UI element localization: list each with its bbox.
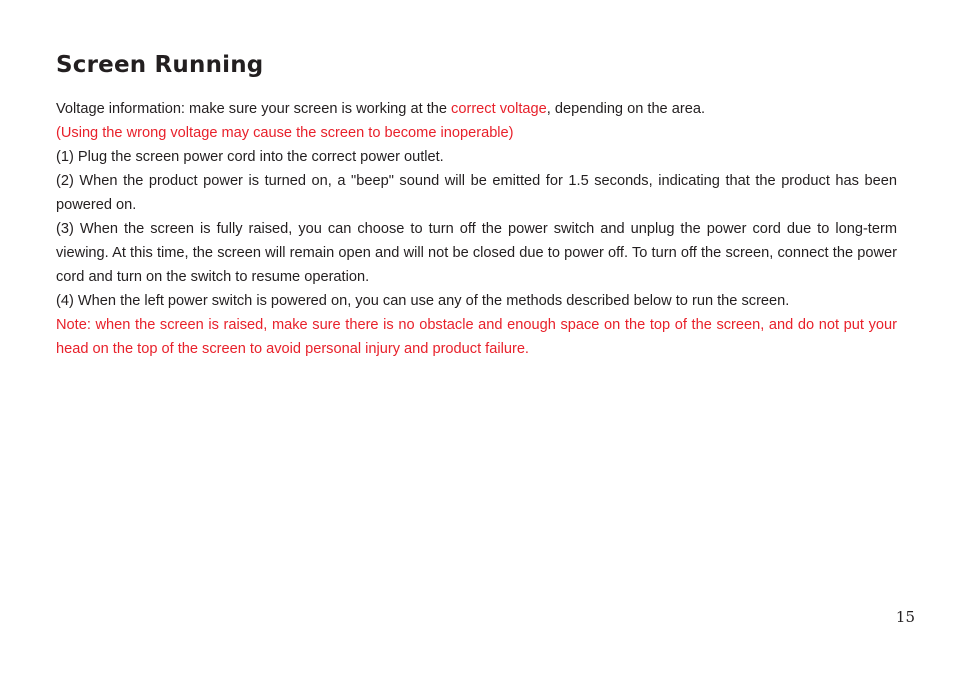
safety-note: Note: when the screen is raised, make sure there is no obstacle and enough space on the top of the screen, and do not put your head on the top of the screen to avoid personal injury and product failure. [56, 317, 897, 357]
page-number: 15 [895, 608, 915, 626]
step-3: (3) When the screen is fully raised, you can choose to turn off the power switch and unplug the power cord due to long-term viewing. At this time, the screen will remain open and will not be closed due to power off. To turn off the screen, connect the power cord and turn on the switch to resume operation. [56, 221, 897, 285]
step-4: (4) When the left power switch is powered on, you can use any of the methods described below to run the screen. [56, 293, 790, 309]
voltage-warning: (Using the wrong voltage may cause the screen to become inoperable) [56, 125, 514, 141]
voltage-info-prefix: Voltage information: make sure your screen is working at the [56, 101, 452, 117]
voltage-info-highlight: correct voltage [451, 101, 547, 117]
voltage-info [56, 97, 897, 121]
step-2: (2) When the product power is turned on, a "beep" sound will be emitted for 1.5 seconds, indicating that the product has been powered on. [56, 173, 897, 213]
step-1: (1) Plug the screen power cord into the correct power outlet. [56, 149, 444, 165]
page-title: Screen Running [56, 52, 264, 78]
body-text [56, 97, 897, 361]
voltage-info-suffix: , depending on the area. [546, 101, 705, 117]
